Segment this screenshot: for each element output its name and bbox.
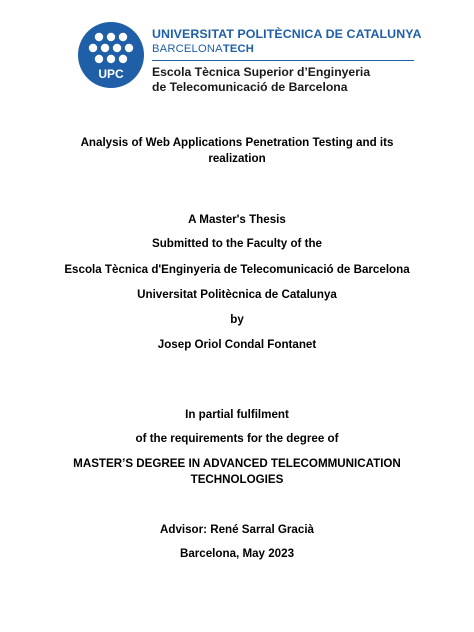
degree-name-line1: MASTER’S DEGREE IN ADVANCED TELECOMMUNICATION [73, 457, 401, 470]
upc-logo [78, 22, 144, 88]
submitted-to: Submitted to the Faculty of the [151, 237, 323, 250]
degree-name [40, 456, 434, 488]
faculty-name: Escola Tècnica d'Enginyeria de Telecomunicació de Barcelona [64, 263, 410, 276]
school-name-line2: de Telecomunicació de Barcelona [152, 80, 348, 94]
degree-name-line2: TECHNOLOGIES [190, 473, 284, 486]
upc-logo-text: UPC [98, 67, 124, 81]
author-name: Josep Oriol Condal Fontanet [157, 338, 317, 351]
header-divider [152, 60, 414, 61]
barcelona-tech [152, 43, 254, 55]
barcelona-label: BARCELONA [152, 43, 223, 55]
thesis-title-line2: realization [208, 152, 266, 165]
university-header [78, 22, 422, 94]
advisor: Advisor: René Sarral Gracià [159, 523, 314, 536]
tech-label: TECH [222, 43, 255, 55]
thesis-type: A Master's Thesis [188, 213, 286, 226]
by-label: by [230, 313, 244, 326]
thesis-title [40, 135, 434, 167]
thesis-title-line1: Analysis of Web Applications Penetration Testing and its [80, 136, 394, 149]
university-name: UNIVERSITAT POLITÈCNICA DE CATALUNYA [152, 27, 422, 41]
school-name-line1: Escola Tècnica Superior d’Enginyeria [152, 65, 371, 79]
university-line: Universitat Politècnica de Catalunya [137, 288, 337, 301]
place-date: Barcelona, May 2023 [179, 547, 295, 560]
requirements-line: of the requirements for the degree of [135, 432, 339, 445]
partial-fulfilment: In partial fulfilment [185, 408, 289, 421]
